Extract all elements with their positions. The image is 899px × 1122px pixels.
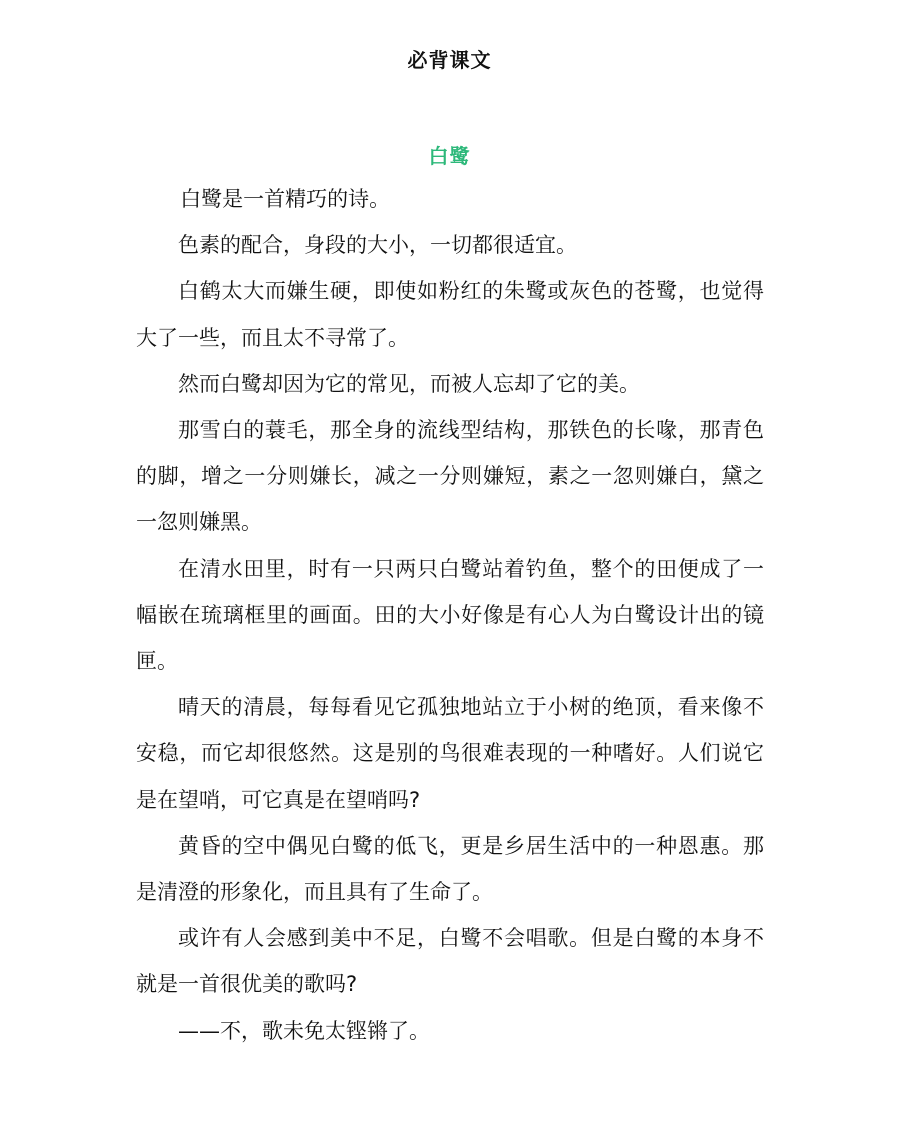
paragraph: 黄昏的空中偶见白鹭的低飞，更是乡居生活中的一种恩惠。那是清澄的形象化，而且具有了生命了。 [136, 833, 764, 905]
essay-body [136, 176, 764, 1054]
paragraph: 色素的配合，身段的大小，一切都很适宜。 [178, 233, 577, 258]
essay-title: 白鹭 [428, 144, 471, 168]
paragraph: 在清水田里，时有一只两只白鹭站着钓鱼，整个的田便成了一幅嵌在琉璃框里的画面。田的大小好像是有心人为白鹭设计出的镜匣。 [136, 556, 764, 674]
paragraph: ——不，歌未免太铿锵了。 [178, 1018, 430, 1043]
document-header: 必背课文 [407, 48, 492, 72]
paragraph: 或许有人会感到美中不足，白鹭不会唱歌。但是白鹭的本身不就是一首很优美的歌吗? [136, 926, 764, 997]
paragraph: 白鹭是一首精巧的诗。 [180, 187, 391, 211]
paragraph: 那雪白的蓑毛，那全身的流线型结构，那铁色的长喙，那青色的脚，增之一分则嫌长，减之一分则嫌短，素之一忽则嫌白，黛之一忽则嫌黑。 [136, 418, 764, 535]
paragraph: 白鹤太大而嫌生硬，即使如粉红的朱鹭或灰色的苍鹭，也觉得大了一些，而且太不寻常了。 [136, 279, 764, 350]
paragraph: 然而白鹭却因为它的常见，而被人忘却了它的美。 [178, 371, 640, 396]
paragraph: 晴天的清晨，每每看见它孤独地站立于小树的绝顶，看来像不安稳，而它却很悠然。这是别的鸟很难表现的一种嗜好。人们说它是在望哨，可它真是在望哨吗? [136, 695, 764, 812]
